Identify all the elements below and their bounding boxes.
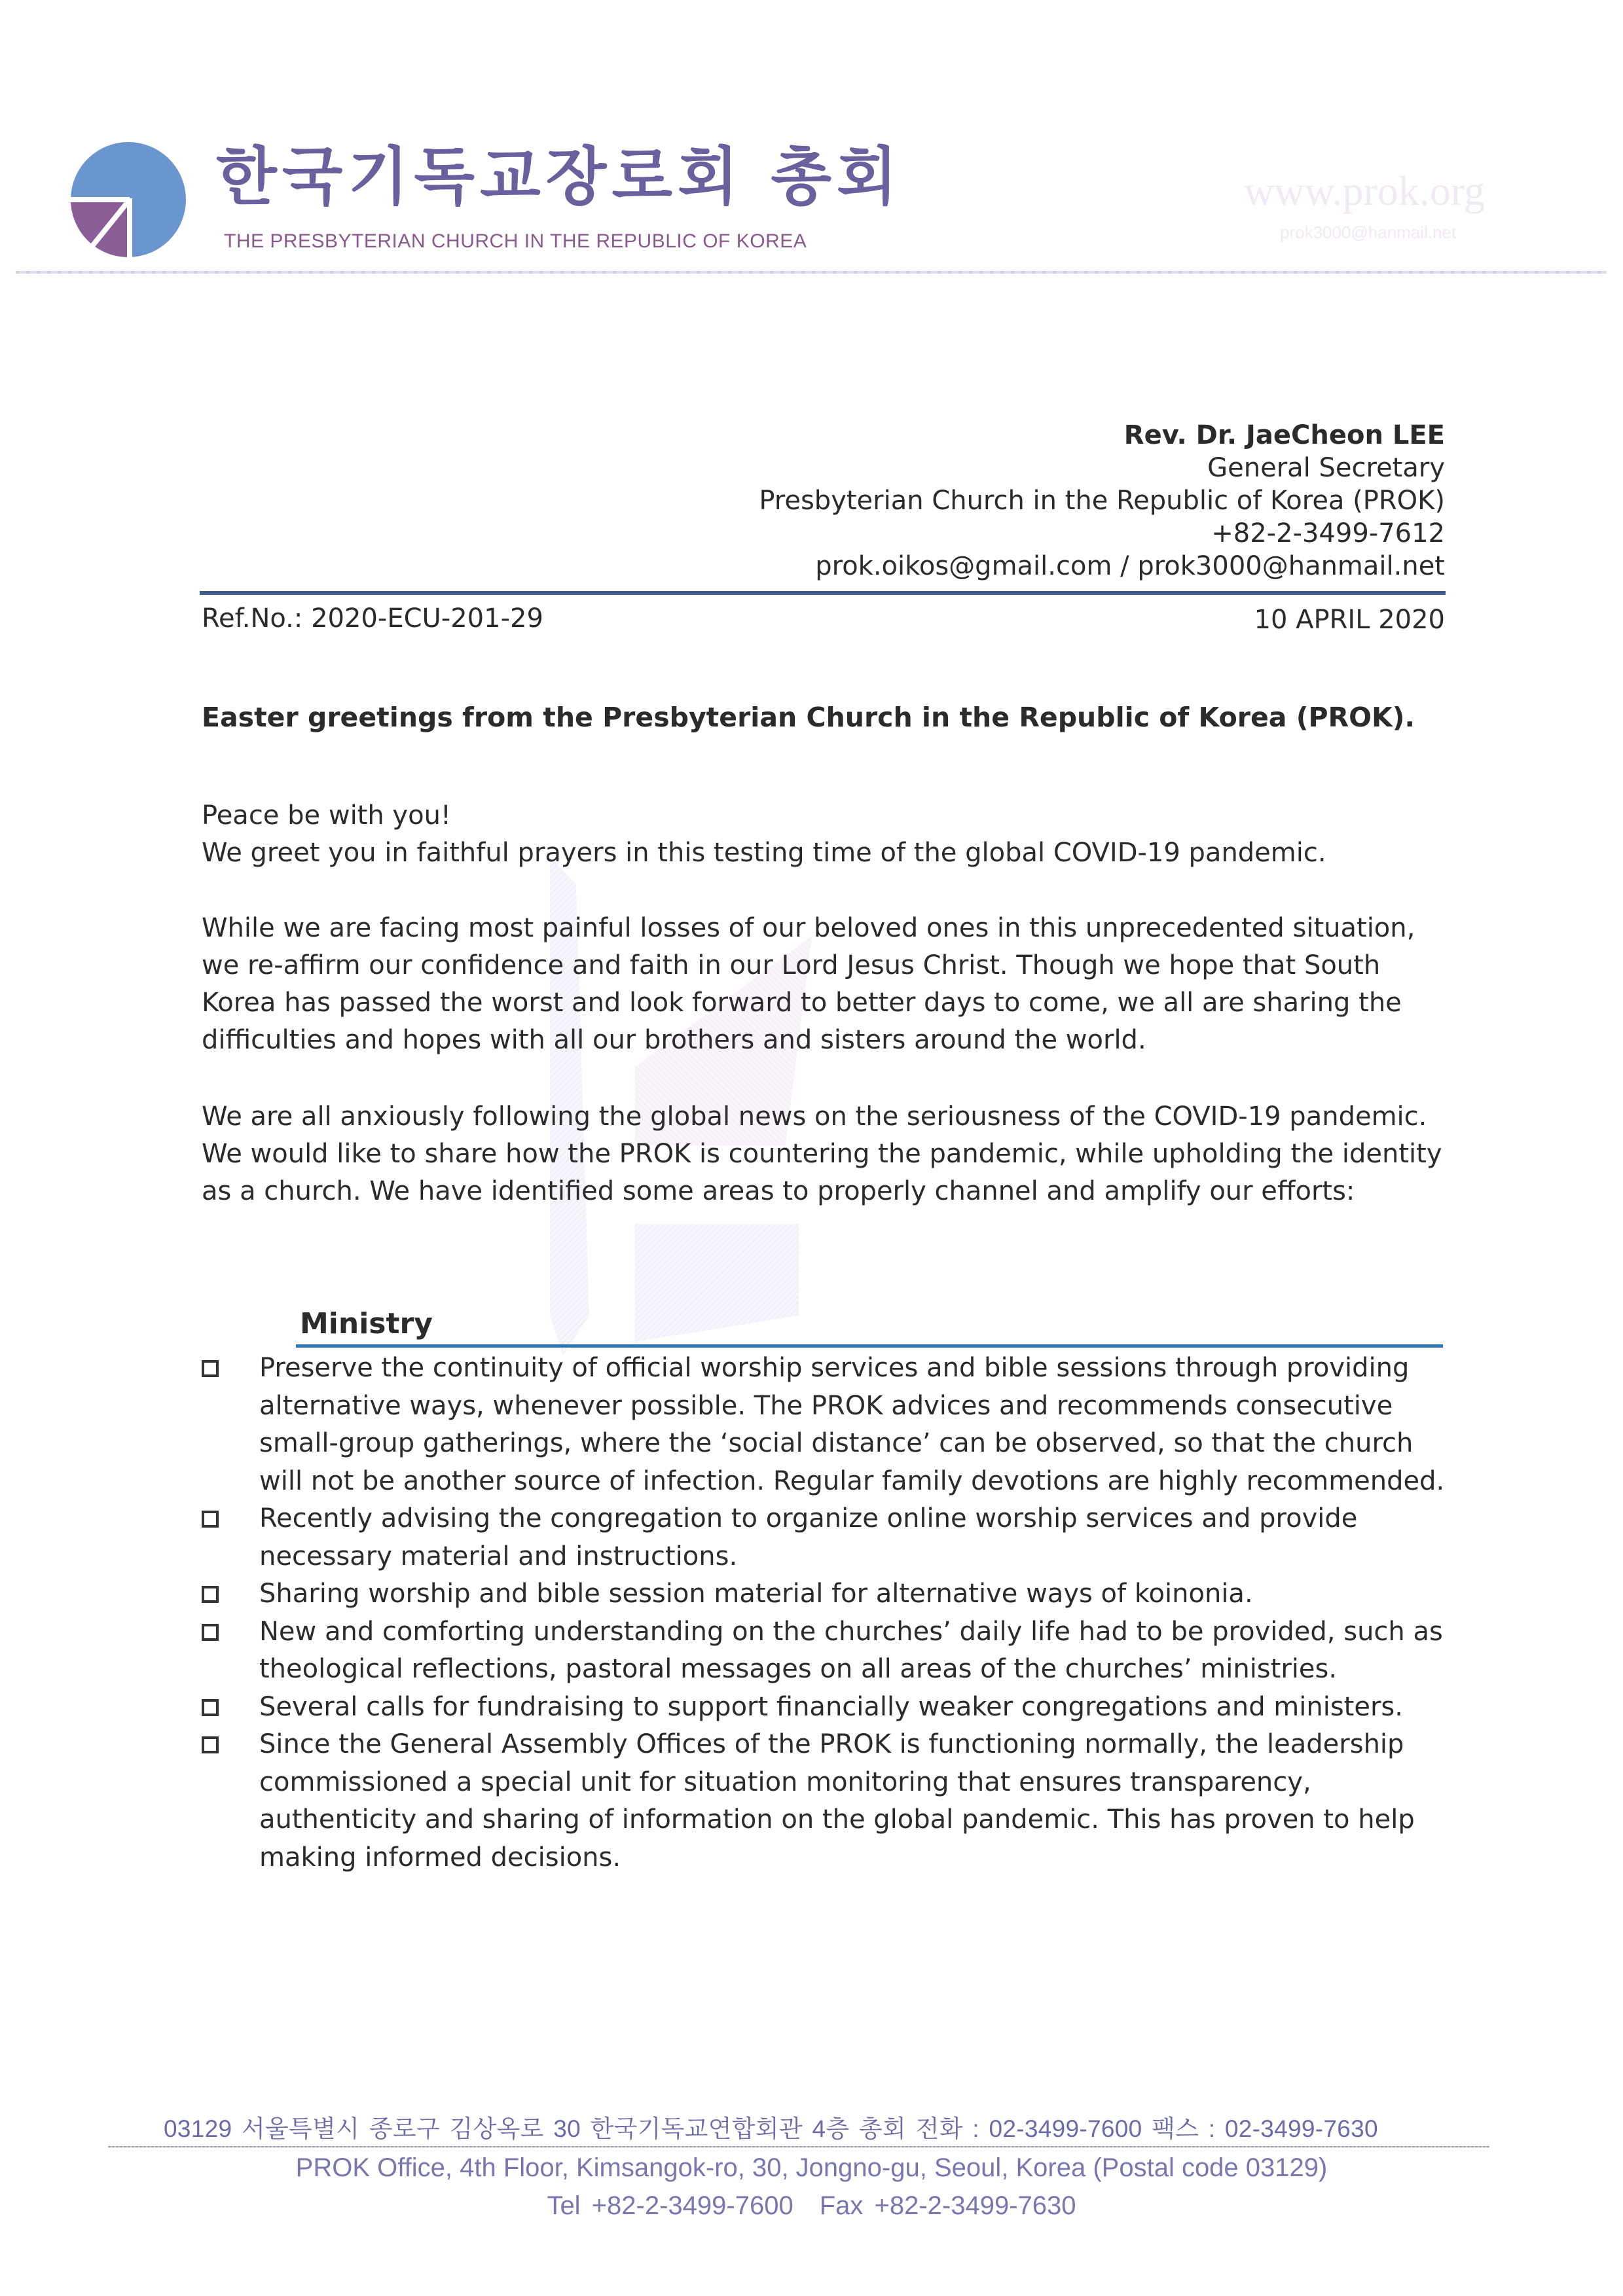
- list-item-text: Recently advising the congregation to organize online worship services and provide necessary material and instructions.: [259, 1503, 1358, 1571]
- org-name-korean: 한국기독교장로회 총회: [216, 140, 903, 213]
- list-item: [202, 1613, 1459, 1689]
- sender-divider: [200, 591, 1446, 595]
- footer-english-address: PROK Office, 4th Floor, Kimsangok-ro, 30, Jongno-gu, Seoul, Korea (Postal code 03129): [295, 2153, 1328, 2182]
- sender-organization: Presbyterian Church in the Republic of Korea (PROK): [759, 486, 1445, 516]
- greeting-paragraph: [202, 797, 1459, 872]
- sender-phone: +82-2-3499-7612: [1211, 518, 1445, 548]
- ministry-heading: Ministry: [300, 1307, 433, 1340]
- sender-title: General Secretary: [1207, 453, 1445, 483]
- list-item-text: Since the General Assembly Offices of the PROK is functioning normally, the leadership commissioned a special unit for situation monitoring that ensures transparency, authenticity and sharing of information on the global pandemic. This has proven to help making informed decisions.: [259, 1729, 1415, 1873]
- checkbox-icon: [202, 1624, 219, 1641]
- checkbox-icon: [202, 1586, 219, 1603]
- list-item-text: Sharing worship and bible session material for alternative ways of koinonia.: [259, 1579, 1253, 1609]
- email-watermark: prok3000@hanmail.net: [1280, 223, 1457, 242]
- letter-subject: Easter greetings from the Presbyterian Church in the Republic of Korea (PROK).: [202, 702, 1415, 733]
- list-item: [202, 1726, 1459, 1876]
- reference-number: Ref.No.: 2020-ECU-201-29: [202, 603, 543, 634]
- sender-name: Rev. Dr. JaeCheon LEE: [1123, 420, 1445, 450]
- list-item-text: New and comforting understanding on the churches’ daily life had to be provided, such as theological reflections, pastoral messages on all areas of the churches’ ministries.: [259, 1616, 1443, 1684]
- prok-logo-icon: [69, 141, 187, 259]
- checkbox-icon: [202, 1511, 219, 1528]
- checkbox-icon: [202, 1699, 219, 1716]
- footer-fax: Fax +82-2-3499-7630: [819, 2191, 1076, 2220]
- footer-contact: [0, 2191, 1623, 2221]
- header-divider: [16, 271, 1607, 274]
- sender-block: [759, 419, 1445, 583]
- opening-line: We greet you in faithful prayers in this testing time of the global COVID-19 pandemic.: [202, 838, 1326, 868]
- footer-korean-address: 03129 서울특별시 종로구 김상옥로 30 한국기독교연합회관 4층 총회 전화 : 02-3499-7600 팩스 : 02-3499-7630: [164, 2115, 1378, 2142]
- list-item: [202, 1350, 1459, 1500]
- checkbox-icon: [202, 1360, 219, 1377]
- list-item: [202, 1689, 1459, 1727]
- ministry-list: [202, 1350, 1459, 1876]
- footer-divider: [108, 2146, 1489, 2147]
- body-paragraph-2: While we are facing most painful losses of our beloved ones in this unprecedented situation, we re-affirm our confidence and faith in our Lord Jesus Christ. Though we hope that South Korea has passed the worst and look forward to better days to come, we all are sharing the difficulties and hopes with all our brothers and sisters around the world.: [202, 913, 1415, 1055]
- checkbox-icon: [202, 1736, 219, 1753]
- list-item-text: Preserve the continuity of official worship services and bible sessions through providing alternative ways, whenever possible. The PROK advices and recommends consecutive small-group gatherings, where the ‘social distance’ can be observed, so that the church will not be another source of infection. Regular family devotions are highly recommended.: [259, 1353, 1445, 1496]
- website-watermark: www.prok.org: [1244, 168, 1485, 214]
- list-item: [202, 1500, 1459, 1575]
- list-item-text: Several calls for fundraising to support financially weaker congregations and ministers.: [259, 1691, 1403, 1722]
- list-item: [202, 1575, 1459, 1613]
- greeting-line: Peace be with you!: [202, 800, 451, 831]
- body-paragraph-3: We are all anxiously following the global news on the seriousness of the COVID-19 pandemic. We would like to share how the PROK is countering the pandemic, while upholding the identity as a church. We have identified some areas to properly channel and amplify our efforts:: [202, 1102, 1442, 1206]
- ministry-divider: [296, 1344, 1443, 1348]
- org-name-english: THE PRESBYTERIAN CHURCH IN THE REPUBLIC OF KOREA: [224, 230, 807, 252]
- sender-emails[interactable]: prok.oikos@gmail.com / prok3000@hanmail.net: [815, 551, 1445, 581]
- footer-tel: Tel +82-2-3499-7600: [547, 2191, 793, 2220]
- letter-date: 10 APRIL 2020: [1254, 605, 1445, 635]
